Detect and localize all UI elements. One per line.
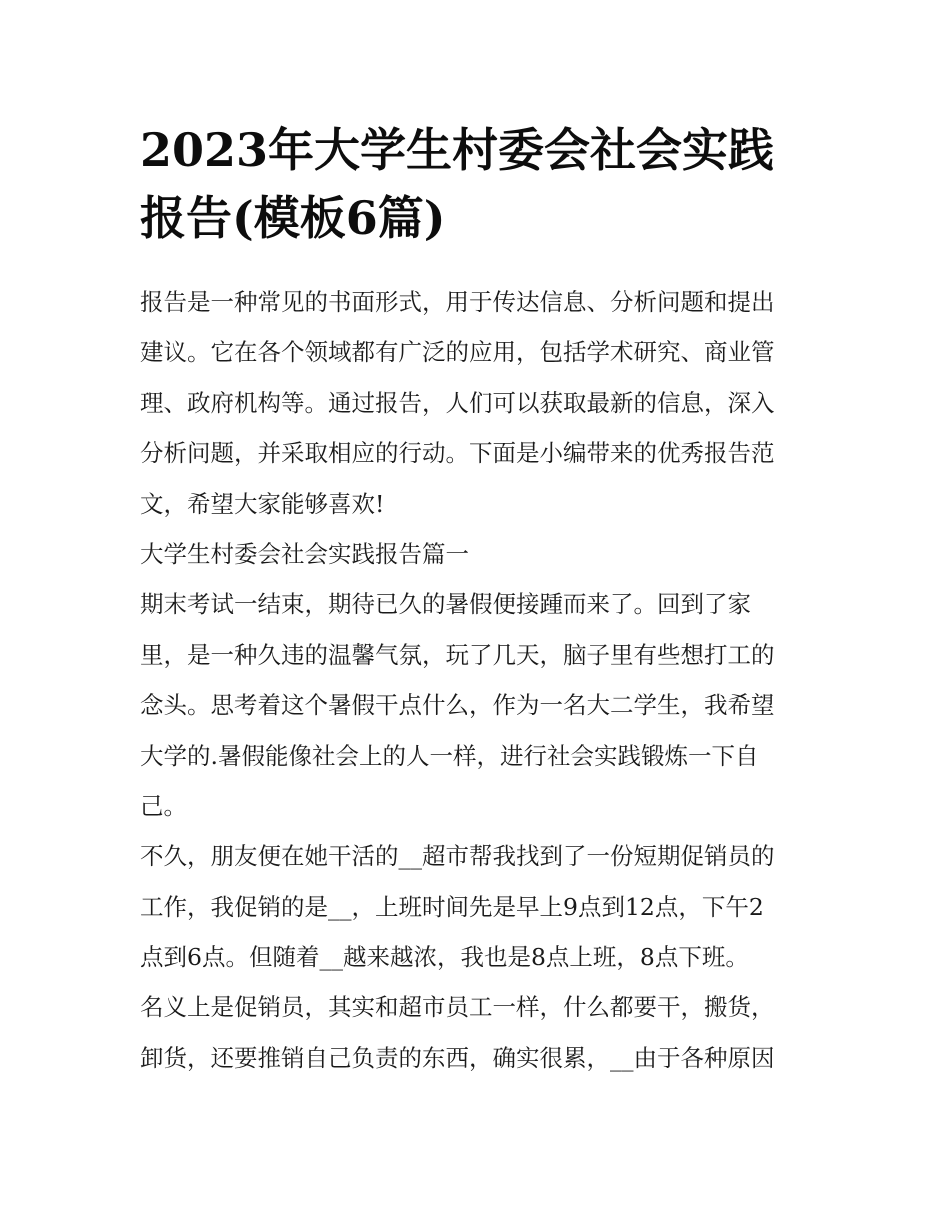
paragraph-line: 点到6点。但随着__越来越浓，我也是8点上班，8点下班。	[140, 943, 749, 972]
paragraph-line: 卸货，还要推销自己负责的东西，确实很累，__由于各种原因	[140, 1043, 775, 1072]
intro-line: 文，希望大家能够喜欢!	[140, 489, 385, 518]
intro-line: 理、政府机构等。通过报告，人们可以获取最新的信息，深入	[140, 388, 775, 417]
document-body	[140, 277, 820, 1083]
intro-line: 建议。它在各个领域都有广泛的应用，包括学术研究、商业管	[140, 338, 775, 367]
document-title	[140, 116, 820, 252]
paragraph-line: 工作，我促销的是__，上班时间先是早上9点到12点，下午2	[140, 892, 764, 921]
paragraph-line: 里，是一种久违的温馨气氛，玩了几天，脑子里有些想打工的	[140, 640, 775, 669]
intro-line: 报告是一种常见的书面形式，用于传达信息、分析问题和提出	[140, 288, 775, 316]
section-heading: 大学生村委会社会实践报告篇一	[140, 539, 469, 568]
title-line-2: 报告(模板6篇)	[140, 191, 446, 245]
paragraph-line: 期末考试一结束，期待已久的暑假便接踵而来了。回到了家	[140, 590, 751, 619]
paragraph-line: 念头。思考着这个暑假干点什么，作为一名大二学生，我希望	[140, 691, 775, 720]
paragraph-line: 不久，朋友便在她干活的__超市帮我找到了一份短期促销员的	[140, 842, 775, 871]
intro-line: 分析问题，并采取相应的行动。下面是小编带来的优秀报告范	[140, 439, 775, 468]
paragraph-line: 大学的.暑假能像社会上的人一样，进行社会实践锻炼一下自	[140, 741, 759, 770]
paragraph-line: 己。	[140, 791, 187, 820]
title-line-1: 2023年大学生村委会社会实践	[140, 123, 775, 177]
paragraph-line: 名义上是促销员，其实和超市员工一样，什么都要干，搬货，	[140, 993, 775, 1022]
